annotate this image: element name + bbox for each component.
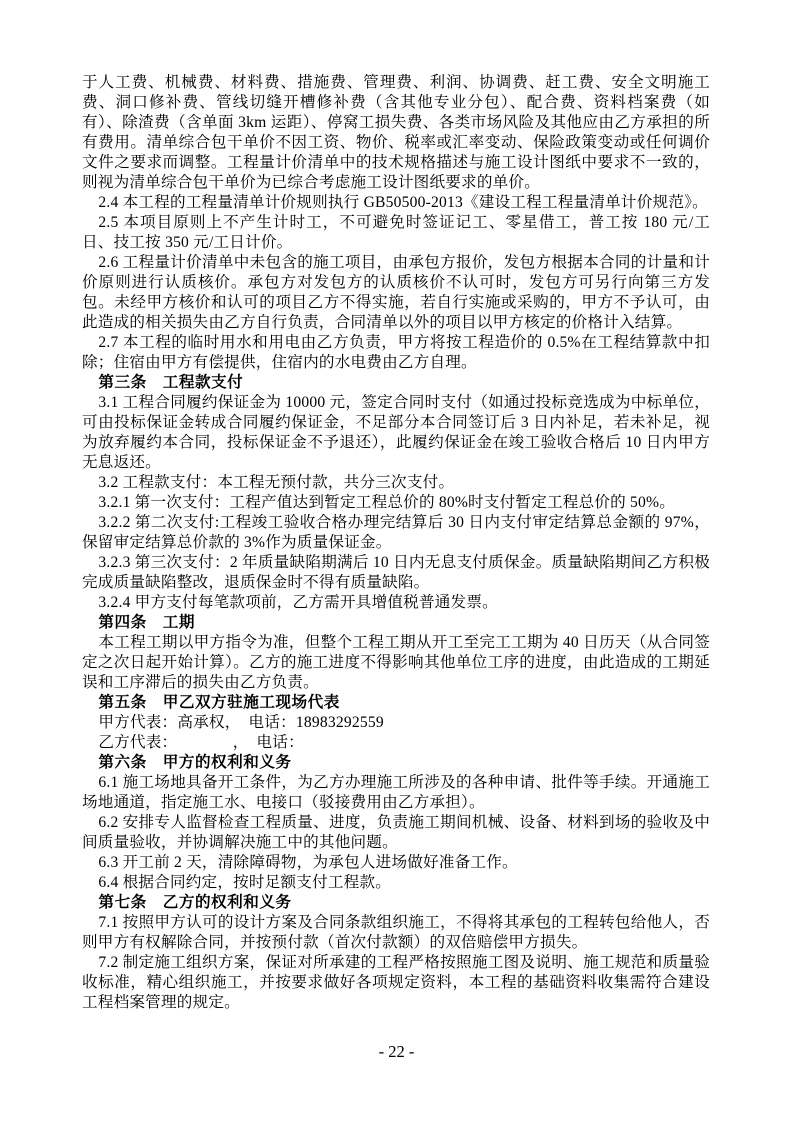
clause-3-2-1: 3.2.1 第一次支付：工程产值达到暂定工程总价的 80%时支付暂定工程总价的 50%。 xyxy=(98,494,676,511)
clause-2-5: 2.5 本项目原则上不产生计时工，不可避免时签证记工、零星借工，普工按 180 元/工日、技工按 350 元/工日计价。 xyxy=(82,214,710,251)
party-b-representative-line: 乙方代表： ， 电话： xyxy=(98,734,304,751)
clause-3-1: 3.1 工程合同履约保证金为 10000 元，签定合同时支付（如通过投标竞选成为中标单位，可由投标保证金转成合同履约保证金，不足部分本合同签订后 3 日内补足，若未补足，视为放弃履约本合同，投标保证金不予退还），此履约保证金在竣工验收合格后 10 日内甲方无息返还。 xyxy=(82,394,710,471)
clause-3-2-3: 3.2.3 第三次支付：2 年质量缺陷期满后 10 日内无息支付质保金。质量缺陷期间乙方积极完成质量缺陷整改，退质保金时不得有质量缺陷。 xyxy=(82,554,710,591)
page-number: - 22 - xyxy=(378,1042,415,1061)
clause-6-3: 6.3 开工前 2 天，清除障碍物，为承包人进场做好准备工作。 xyxy=(98,854,518,871)
clause-3-2: 3.2 工程款支付：本工程无预付款，共分三次支付。 xyxy=(98,474,455,491)
clause-3-2-4: 3.2.4 甲方支付每笔款项前，乙方需开具增值税普通发票。 xyxy=(98,594,498,611)
article-3-heading: 第三条 工程款支付 xyxy=(98,374,244,391)
clause-7-1: 7.1 按照甲方认可的设计方案及合同条款组织施工，不得将其承包的工程转包给他人，否则甲方有权解除合同，并按预付款（首次付款额）的双倍赔偿甲方损失。 xyxy=(82,914,710,951)
clause-6-4: 6.4 根据合同约定，按时足额支付工程款。 xyxy=(98,874,392,891)
contract-text-body xyxy=(82,73,710,1013)
clause-3-2-2: 3.2.2 第二次支付:工程竣工验收合格办理完结算后 30 日内支付审定结算总金额的 97%，保留审定结算总价款的 3%作为质量保证金。 xyxy=(82,514,710,551)
article-4-heading: 第四条 工期 xyxy=(98,614,195,631)
clause-2-7: 2.7 本工程的临时用水和用电由乙方负责，甲方将按工程造价的 0.5%在工程结算款中扣除；住宿由甲方有偿提供，住宿内的水电费由乙方自理。 xyxy=(82,334,710,371)
article-4-body: 本工程工期以甲方指令为准，但整个工程工期从开工至完工工期为 40 日历天（从合同签定之次日起开始计算）。乙方的施工进度不得影响其他单位工序的进度，由此造成的工期延误和工序滞后的损失由乙方负责。 xyxy=(82,634,710,691)
article-6-heading: 第六条 甲方的权利和义务 xyxy=(98,754,292,771)
article-7-heading: 第七条 乙方的权利和义务 xyxy=(98,894,292,911)
paragraph-clause-2-3-continuation: 于人工费、机械费、材料费、措施费、管理费、利润、协调费、赶工费、安全文明施工费、洞口修补费、管线切缝开槽修补费（含其他专业分包）、配合费、资料档案费（如有）、除渣费（含单面 3km 运距）、停窝工损失费、各类市场风险及其他应由乙方承担的所有费用。清单综合包干单价不因工资、物价、税率或汇率变动、保险政策变动或任何调价文件之要求而调整。工程量计价清单中的技术规格描述与施工设计图纸中要求不一致的，则视为清单综合包干单价为已综合考虑施工设计图纸要求的单价。 xyxy=(82,74,710,191)
clause-6-1: 6.1 施工场地具备开工条件，为乙方办理施工所涉及的各种申请、批件等手续。开通施工场地通道，指定施工水、电接口（驳接费用由乙方承担）。 xyxy=(82,774,710,811)
clause-2-6: 2.6 工程量计价清单中未包含的施工项目，由承包方报价，发包方根据本合同的计量和计价原则进行认质核价。承包方对发包方的认质核价不认可时，发包方可另行向第三方发包。未经甲方核价和认可的项目乙方不得实施，若自行实施或采购的，甲方不予认可，由此造成的相关损失由乙方自行负责，合同清单以外的项目以甲方核定的价格计入结算。 xyxy=(82,254,710,331)
clause-2-4: 2.4 本工程的工程量清单计价规则执行 GB50500-2013《建设工程工程量清单计价规范》。 xyxy=(98,194,708,211)
article-5-heading: 第五条 甲乙双方驻施工现场代表 xyxy=(98,694,340,711)
clause-7-2: 7.2 制定施工组织方案，保证对所承建的工程严格按照施工图及说明、施工规范和质量验收标准，精心组织施工，并按要求做好各项规定资料，本工程的基础资料收集需符合建设工程档案管理的规定。 xyxy=(82,954,710,1011)
party-a-representative-line: 甲方代表：高承权， 电话：18983292559 xyxy=(98,714,384,731)
clause-6-2: 6.2 安排专人监督检查工程质量、进度，负责施工期间机械、设备、材料到场的验收及中间质量验收，并协调解决施工中的其他问题。 xyxy=(82,814,710,851)
